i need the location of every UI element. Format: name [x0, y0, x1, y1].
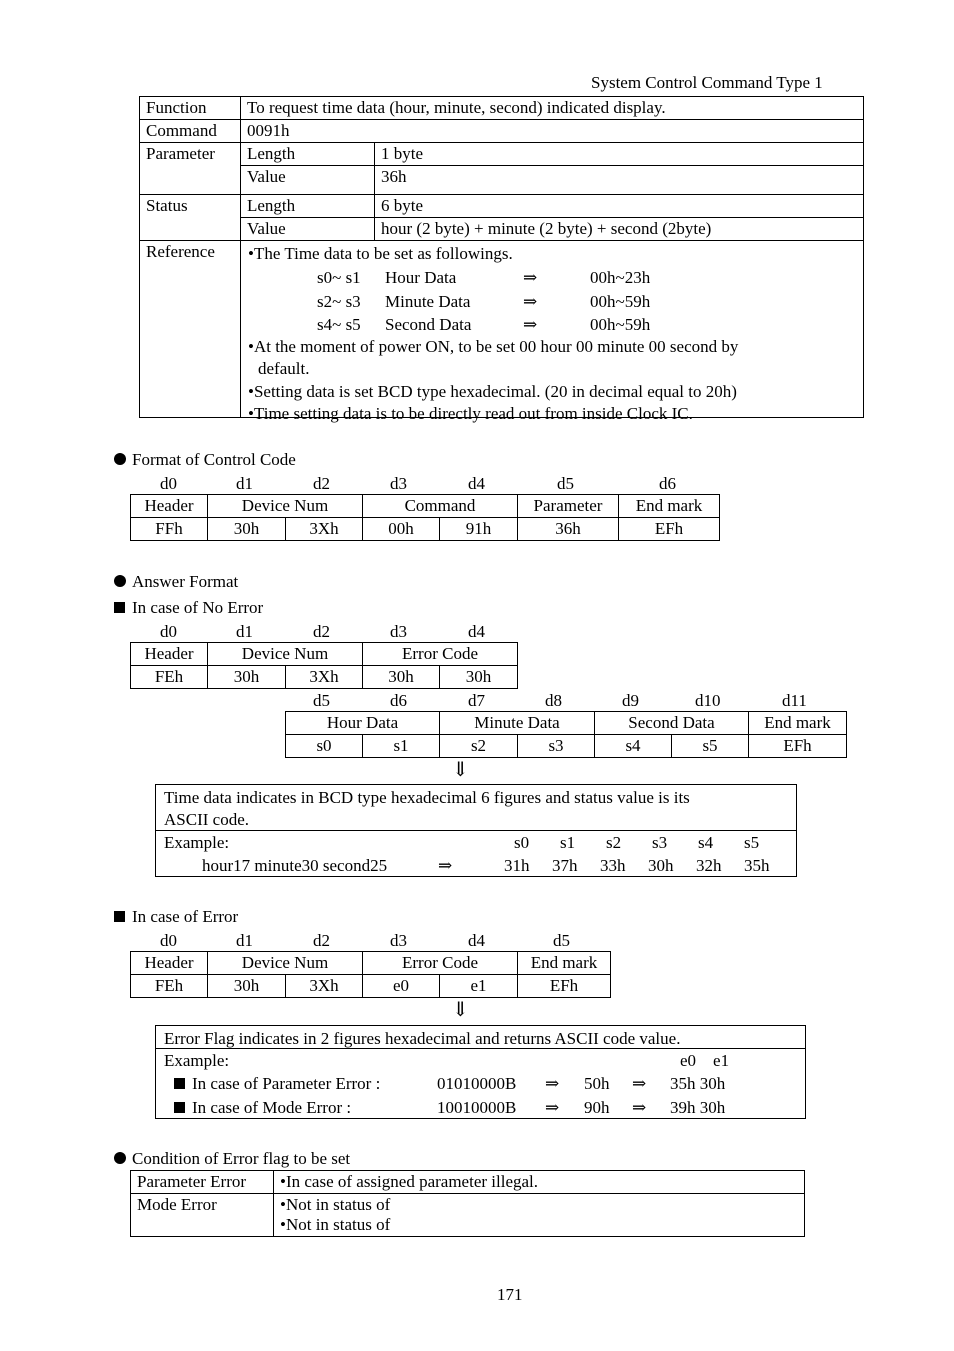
index-label: d2 — [313, 474, 330, 493]
index-label: d6 — [390, 691, 407, 710]
value-cell: FFh — [131, 518, 208, 541]
example-label: Example: — [164, 1051, 230, 1070]
index-label: d8 — [545, 691, 562, 710]
index-label: d9 — [622, 691, 639, 710]
arrow-icon: ⇒ — [632, 1074, 647, 1093]
divider — [156, 830, 796, 831]
index-label: d6 — [659, 474, 676, 493]
heading-text: In case of Error — [132, 907, 239, 926]
status-value-value: hour (2 byte) + minute (2 byte) + second (2byte) — [375, 218, 864, 241]
example-col: s2 — [606, 833, 622, 852]
value-cell: s3 — [518, 735, 595, 758]
parameter-length-label: Length — [241, 143, 375, 166]
example-col: s3 — [652, 833, 668, 852]
index-label: d4 — [468, 931, 485, 950]
parameter-value-value: 36h — [375, 166, 864, 195]
minute-data-cell: Minute Data — [440, 712, 595, 735]
value-cell: s2 — [440, 735, 518, 758]
mode-error-line: •Not in status of — [280, 1195, 391, 1214]
ref-range: s4~ s5 — [317, 315, 361, 334]
example-label: Example: — [164, 833, 230, 852]
control-code-table — [130, 494, 720, 541]
hour-data-cell: Hour Data — [286, 712, 440, 735]
index-label: d0 — [160, 474, 177, 493]
example-val: 31h — [504, 856, 530, 875]
end-mark-cell: End mark — [619, 495, 720, 518]
example-col: e0 e1 — [680, 1051, 730, 1070]
command-value: 0091h — [241, 120, 864, 143]
error-example-row — [174, 1075, 380, 1092]
error-heading — [114, 908, 238, 925]
bullet-icon — [114, 1152, 126, 1164]
no-error-heading — [114, 599, 263, 616]
error-code-cell: Error Code — [363, 952, 518, 975]
index-label: d3 — [390, 622, 407, 641]
arrow-icon: ⇒ — [545, 1074, 560, 1093]
device-num-cell: Device Num — [208, 495, 363, 518]
value-cell: 36h — [518, 518, 619, 541]
square-bullet-icon — [174, 1078, 185, 1089]
status-length-value: 6 byte — [375, 195, 864, 218]
heading-text: Answer Format — [132, 572, 239, 591]
square-bullet-icon — [114, 602, 125, 613]
heading-text: In case of No Error — [132, 598, 264, 617]
index-label: d2 — [313, 931, 330, 950]
example-col: s5 — [744, 833, 760, 852]
error-example-row — [174, 1099, 351, 1116]
square-bullet-icon — [114, 911, 125, 922]
divider — [156, 1048, 805, 1049]
row-bits: 10010000B — [437, 1098, 517, 1117]
value-cell: e0 — [363, 975, 440, 998]
ref-range: s0~ s1 — [317, 268, 361, 287]
index-label: d1 — [236, 474, 253, 493]
value-cell: 00h — [363, 518, 440, 541]
error-note-box — [155, 1025, 806, 1119]
end-mark-cell: End mark — [518, 952, 611, 975]
index-label: d7 — [468, 691, 485, 710]
example-val: 30h — [648, 856, 674, 875]
value-cell: FEh — [131, 975, 208, 998]
index-label: d0 — [160, 931, 177, 950]
value-cell: 3Xh — [286, 666, 363, 689]
heading-text: Format of Control Code — [132, 450, 296, 469]
ref-name: Hour Data — [385, 268, 457, 287]
header-cell: Header — [131, 643, 208, 666]
example-val: 37h — [552, 856, 578, 875]
arrow-icon: ⇒ — [523, 268, 538, 287]
page-header: System Control Command Type 1 — [591, 73, 823, 92]
reference-line: •At the moment of power ON, to be set 00 hour 00 minute 00 second by — [248, 337, 739, 356]
row-label: In case of Parameter Error : — [192, 1074, 381, 1093]
example-text: hour17 minute30 second25 — [202, 856, 388, 875]
param-error-value: •In case of assigned parameter illegal. — [274, 1171, 805, 1194]
index-label: d3 — [390, 474, 407, 493]
reference-line: •Setting data is set BCD type hexadecimal. (20 in decimal equal to 20h) — [248, 382, 737, 401]
status-value-label: Value — [241, 218, 375, 241]
example-val: 32h — [696, 856, 722, 875]
arrow-icon: ⇒ — [438, 856, 453, 875]
example-col: s4 — [698, 833, 714, 852]
parameter-label: Parameter — [140, 143, 241, 195]
value-cell: 30h — [208, 518, 286, 541]
note-line: ASCII code. — [164, 810, 249, 829]
row-hex: 50h — [584, 1074, 610, 1093]
value-cell: EFh — [749, 735, 847, 758]
value-cell: EFh — [619, 518, 720, 541]
ref-name: Second Data — [385, 315, 472, 334]
device-num-cell: Device Num — [208, 643, 363, 666]
row-label: In case of Mode Error : — [192, 1098, 352, 1117]
error-table — [130, 951, 611, 998]
value-cell: 30h — [363, 666, 440, 689]
control-code-heading — [114, 451, 296, 468]
command-label: Command — [140, 120, 241, 143]
down-arrow-icon: ⇓ — [452, 759, 469, 781]
index-label: d11 — [782, 691, 807, 710]
bullet-icon — [114, 453, 126, 465]
function-label: Function — [140, 97, 241, 120]
status-label: Status — [140, 195, 241, 241]
error-code-cell: Error Code — [363, 643, 518, 666]
answer-heading — [114, 573, 238, 590]
reference-label: Reference — [140, 241, 241, 418]
parameter-length-value: 1 byte — [375, 143, 864, 166]
no-error-data-table — [285, 711, 847, 758]
index-label: d5 — [313, 691, 330, 710]
condition-table — [130, 1170, 805, 1237]
index-label: d1 — [236, 622, 253, 641]
end-mark-cell: End mark — [749, 712, 847, 735]
row-ascii: 39h 30h — [670, 1098, 726, 1117]
arrow-icon: ⇒ — [523, 315, 538, 334]
example-col: s0 — [514, 833, 530, 852]
row-bits: 01010000B — [437, 1074, 517, 1093]
ref-name: Minute Data — [385, 292, 471, 311]
value-cell: 30h — [440, 666, 518, 689]
condition-heading — [114, 1150, 350, 1167]
row-ascii: 35h 30h — [670, 1074, 726, 1093]
header-cell: Header — [131, 495, 208, 518]
index-label: d0 — [160, 622, 177, 641]
value-cell: e1 — [440, 975, 518, 998]
row-hex: 90h — [584, 1098, 610, 1117]
value-cell: s5 — [672, 735, 749, 758]
device-num-cell: Device Num — [208, 952, 363, 975]
value-cell: s4 — [595, 735, 672, 758]
arrow-icon: ⇒ — [632, 1098, 647, 1117]
down-arrow-icon: ⇓ — [452, 999, 469, 1021]
mode-error-label: Mode Error — [131, 1194, 274, 1237]
command-cell: Command — [363, 495, 518, 518]
index-label: d4 — [468, 474, 485, 493]
example-col: s1 — [560, 833, 576, 852]
parameter-cell: Parameter — [518, 495, 619, 518]
square-bullet-icon — [174, 1102, 185, 1113]
value-cell: 3Xh — [286, 975, 363, 998]
reference-line: •Time setting data is to be directly read out from inside Clock IC. — [248, 404, 693, 423]
note-line: Time data indicates in BCD type hexadecimal 6 figures and status value is its — [164, 788, 690, 807]
example-val: 33h — [600, 856, 626, 875]
second-data-cell: Second Data — [595, 712, 749, 735]
value-cell: 91h — [440, 518, 518, 541]
value-cell: 30h — [208, 666, 286, 689]
no-error-table — [130, 642, 518, 689]
reference-line: •The Time data to be set as followings. — [248, 244, 513, 263]
value-cell: 3Xh — [286, 518, 363, 541]
reference-line: default. — [258, 359, 310, 378]
note-line: Error Flag indicates in 2 figures hexadecimal and returns ASCII code value. — [164, 1029, 681, 1048]
index-label: d5 — [557, 474, 574, 493]
ref-value: 00h~23h — [590, 268, 651, 287]
ref-range: s2~ s3 — [317, 292, 361, 311]
mode-error-line: •Not in status of — [280, 1215, 391, 1234]
value-cell: s0 — [286, 735, 363, 758]
index-label: d1 — [236, 931, 253, 950]
value-cell: 30h — [208, 975, 286, 998]
ref-value: 00h~59h — [590, 292, 651, 311]
mode-error-value — [274, 1194, 805, 1237]
arrow-icon: ⇒ — [523, 292, 538, 311]
index-label: d10 — [695, 691, 721, 710]
value-cell: FEh — [131, 666, 208, 689]
value-cell: EFh — [518, 975, 611, 998]
value-cell: s1 — [363, 735, 440, 758]
index-label: d5 — [553, 931, 570, 950]
arrow-icon: ⇒ — [545, 1098, 560, 1117]
ref-value: 00h~59h — [590, 315, 651, 334]
no-error-note-box — [155, 784, 797, 877]
param-error-label: Parameter Error — [131, 1171, 274, 1194]
reference-cell — [241, 241, 864, 423]
index-label: d4 — [468, 622, 485, 641]
index-label: d2 — [313, 622, 330, 641]
example-val: 35h — [744, 856, 770, 875]
page-number: 171 — [497, 1285, 523, 1304]
parameter-value-label: Value — [241, 166, 375, 195]
status-length-label: Length — [241, 195, 375, 218]
spec-table — [139, 96, 864, 423]
function-value: To request time data (hour, minute, second) indicated display. — [241, 97, 864, 120]
bullet-icon — [114, 575, 126, 587]
header-cell: Header — [131, 952, 208, 975]
index-label: d3 — [390, 931, 407, 950]
heading-text: Condition of Error flag to be set — [132, 1149, 351, 1168]
